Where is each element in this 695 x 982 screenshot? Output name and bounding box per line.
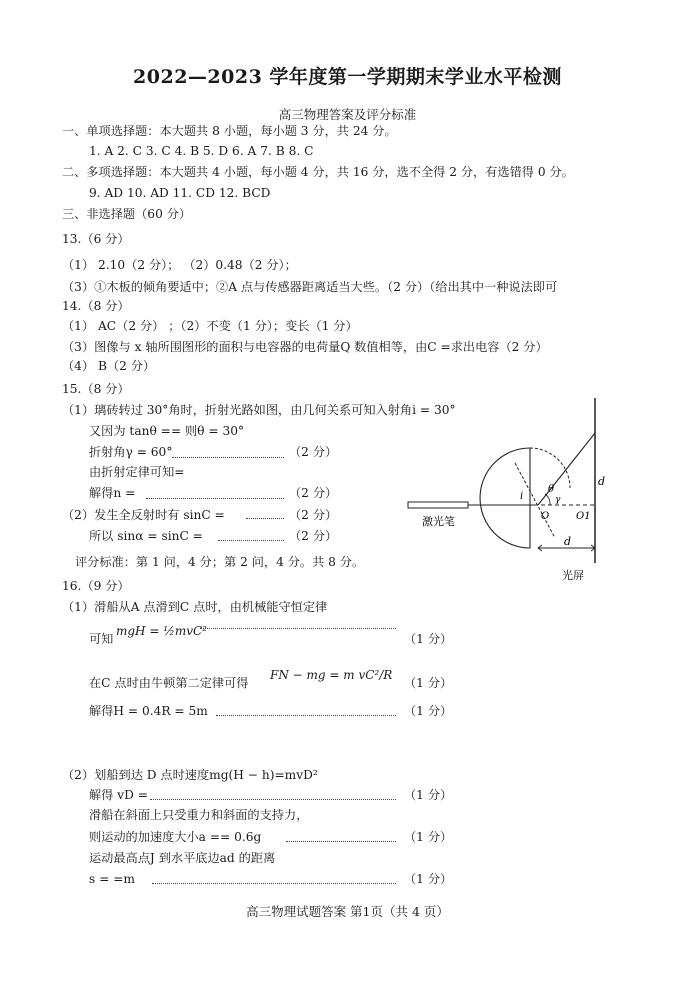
section-2-heading: 二、多项选择题：本大题共 4 小题，每小题 4 分，共 16 分，选不全得 2 分，有选错得 0 分。 [62,165,574,179]
score-mark: （1 分） [404,676,453,690]
q15-part-1: （1）璃砖转过 30°角时，折射光路如图，由几何关系可知入射角i = 30° [62,403,456,417]
q15-part-2: （2）发生全反射时有 sinC = [62,508,225,522]
q15-line-3: 折射角γ = 60° [89,445,173,459]
section-1-answers: 1. A 2. C 3. C 4. B 5. D 6. A 7. B 8. C [89,144,314,158]
q15-heading: 15.（8 分） [62,382,130,396]
screen-label: 光屏 [562,569,584,582]
q15-line-2: 又因为 tanθ == 则θ = 30° [89,424,245,438]
q16-line-3: 在C 点时由牛顿第二定律可得 [89,676,249,690]
dot-leader [150,799,396,800]
q16-line-8: 则运动的加速度大小a == 0.6g [89,830,262,844]
q16-part-1: （1）滑船从A 点滑到C 点时，由机械能守恒定律 [62,600,328,614]
q15-line-7: 所以 sinα = sinC = [89,529,203,543]
score-mark: （2 分） [289,529,338,543]
dot-leader [216,715,396,716]
label-i: i [520,491,524,502]
page-title: 2022—2023 学年度第一学期期末学业水平检测 [133,66,562,88]
page-subtitle: 高三物理答案及评分标准 [278,107,417,122]
section-3-heading: 三、非选择题（60 分） [62,207,192,221]
label-o1: O1 [576,511,591,522]
score-mark: （1 分） [404,830,453,844]
score-mark: （1 分） [404,632,453,646]
score-mark: （1 分） [404,788,453,802]
refracted-ray [538,433,595,505]
score-mark: （2 分） [289,486,338,500]
newton-formula: FN − mg = m vC²/R [270,668,393,682]
dot-leader [286,841,396,842]
q15-line-4: 由折射定律可知= [89,465,185,479]
q16-line-4: 解得H = 0.4R = 5m [89,704,208,718]
dot-leader [200,628,396,629]
q16-part-2: （2）划船到达 D 点时速度mg(H − h)=mvD² [62,768,318,782]
laser-pen-icon [408,502,468,508]
energy-formula: mgH = ½mvC² [116,624,207,638]
dot-leader [146,498,284,499]
label-d-top: d [598,475,606,488]
q14-answer-1-2: （1） AC（2 分） ；（2）不变（1 分）；变长（1 分） [62,319,358,333]
q15-line-5: 解得n = [89,486,136,500]
score-mark: （1 分） [404,872,453,886]
laser-label: 激光笔 [422,515,455,528]
dot-leader [172,457,284,458]
q16-line-6: 解得 vD = [89,788,148,802]
q14-answer-4: （4） B（2 分） [62,359,156,373]
score-mark: （2 分） [289,508,338,522]
dot-leader [152,883,396,884]
q14-answer-3: （3）图像与 x 轴所围图形的面积与电容器的电荷量Q 数值相等，由C =求出电容（2 分） [62,340,548,354]
q16-line-10: s = =m [89,872,135,886]
section-1-heading: 一、单项选择题：本大题共 8 小题，每小题 3 分，共 24 分。 [62,124,397,138]
q13-heading: 13.（6 分） [62,232,130,246]
dot-leader [218,540,284,541]
label-theta: θ [548,484,555,495]
q16-line-9: 运动最高点J 到水平底边ad 的距离 [89,851,276,865]
q13-answer-3: （3）①木板的倾角要适中；②A 点与传感器距离适当大些。（2 分）（给出其中一种说法即可 [62,280,558,294]
q16-line-7: 滑船在斜面上只受重力和斜面的支持力， [89,808,309,822]
score-mark: （2 分） [289,445,338,459]
label-gamma: γ [555,495,561,505]
refraction-diagram [400,393,620,583]
q16-heading: 16.（9 分） [62,579,130,593]
section-2-answers: 9. AD 10. AD 11. CD 12. BCD [89,186,271,200]
dot-leader [246,518,284,519]
q14-heading: 14.（8 分） [62,299,130,313]
q15-rubric: 评分标准：第 1 问，4 分；第 2 问，4 分。共 8 分。 [75,555,365,569]
q16-line-2: 可知 [89,632,114,646]
score-mark: （1 分） [404,704,453,718]
rotated-arc [530,448,570,488]
label-o: O [541,511,550,522]
label-d-bottom: d [564,535,572,548]
q13-answer-1-2: （1） 2.10（2 分）； （2）0.48（2 分）； [62,258,297,272]
page-footer: 高三物理试题答案 第1页（共 4 页） [246,904,449,919]
